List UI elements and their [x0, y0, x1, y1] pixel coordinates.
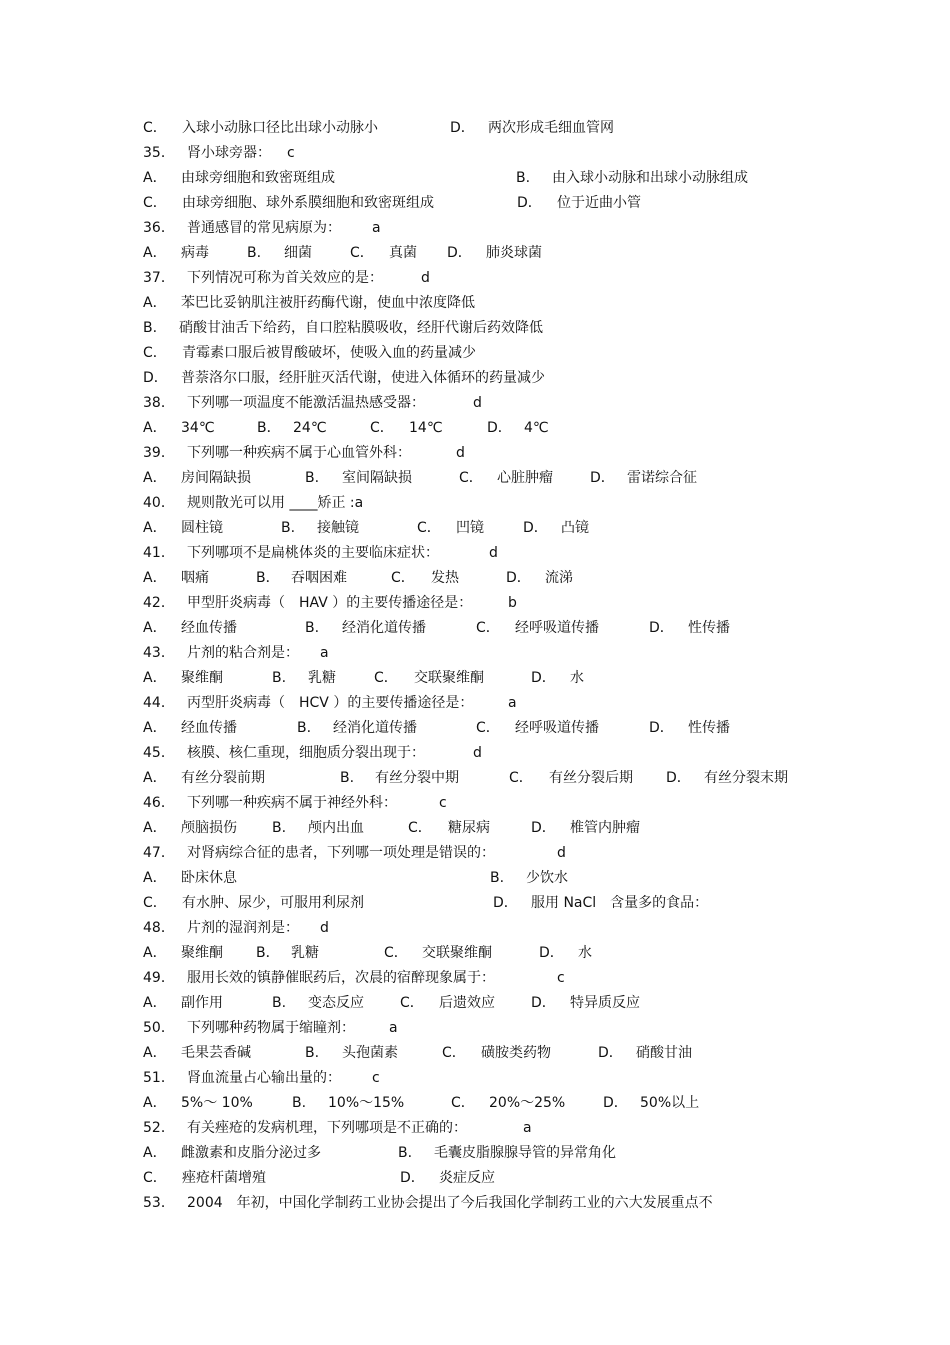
text-segment: c — [439, 795, 447, 811]
text-segment: B. — [272, 670, 287, 686]
text-segment: C． — [459, 470, 483, 486]
text-line — [0, 441, 950, 465]
text-segment: 凸镜 — [561, 520, 589, 536]
text-segment: 44． — [143, 695, 175, 711]
text-segment: 变态反应 — [308, 995, 364, 1011]
text-segment: 下列哪一种疾病不属于心血管外科： — [187, 445, 411, 461]
text-segment: D． — [603, 1095, 628, 1111]
text-segment: a — [508, 695, 517, 711]
text-segment: 痤疮杆菌增殖 — [182, 1170, 266, 1186]
text-segment: D． — [531, 820, 556, 836]
text-line — [0, 1166, 950, 1190]
text-segment: d — [421, 270, 430, 286]
text-segment: A． — [143, 570, 167, 586]
text-line — [0, 941, 950, 965]
text-segment: 肺炎球菌 — [486, 245, 542, 261]
text-segment: D． — [447, 245, 472, 261]
text-line — [0, 191, 950, 215]
text-segment: 苯巴比妥钠肌注被肝药酶代谢，使血中浓度降低 — [181, 295, 475, 311]
text-segment: C． — [408, 820, 432, 836]
text-segment: d — [473, 745, 482, 761]
text-segment: d — [456, 445, 465, 461]
text-line — [0, 616, 950, 640]
text-segment: B. — [247, 245, 262, 261]
text-segment: 有丝分裂后期 — [549, 770, 633, 786]
text-segment: 聚维酮 — [181, 670, 223, 686]
text-segment: 10%～15% — [328, 1095, 405, 1111]
text-segment: c — [287, 145, 295, 161]
text-line — [0, 141, 950, 165]
text-segment: 硝酸甘油舌下给药，自口腔粘膜吸收，经肝代谢后药效降低 — [179, 320, 543, 336]
text-segment: 凹镜 — [456, 520, 484, 536]
text-segment: 乳糖 — [291, 945, 319, 961]
text-segment: d — [473, 395, 482, 411]
text-segment: 颅脑损伤 — [181, 820, 237, 836]
text-segment: 硝酸甘油 — [636, 1045, 692, 1061]
text-segment: D． — [493, 895, 518, 911]
text-segment: 位于近曲小管 — [557, 195, 641, 211]
text-segment: a — [389, 1020, 398, 1036]
text-line — [0, 316, 950, 340]
text-segment: 42． — [143, 595, 175, 611]
text-segment: B． — [257, 420, 281, 436]
text-segment: 细菌 — [284, 245, 312, 261]
text-segment: 4℃ — [524, 420, 549, 436]
text-line — [0, 816, 950, 840]
text-segment: 水 — [570, 670, 584, 686]
text-line — [0, 1016, 950, 1040]
text-line — [0, 416, 950, 440]
text-segment: b — [508, 595, 517, 611]
text-segment: C． — [143, 120, 167, 136]
text-segment: D． — [517, 195, 542, 211]
text-segment: 37． — [143, 270, 175, 286]
text-segment: D． — [590, 470, 615, 486]
text-line — [0, 266, 950, 290]
text-segment: 流涕 — [545, 570, 573, 586]
text-segment: D． — [400, 1170, 425, 1186]
text-line — [0, 541, 950, 565]
text-segment: 颅内出血 — [308, 820, 364, 836]
text-segment: C． — [374, 670, 398, 686]
text-segment: D． — [487, 420, 512, 436]
text-segment: A． — [143, 295, 167, 311]
text-segment: B. — [340, 770, 355, 786]
text-segment: 毛果芸香碱 — [181, 1045, 251, 1061]
text-segment: 经消化道传播 — [342, 620, 426, 636]
text-segment: A． — [143, 870, 167, 886]
text-segment: 肾血流量占心输出量的： — [187, 1070, 341, 1086]
text-segment: D． — [143, 370, 168, 386]
text-line — [0, 241, 950, 265]
text-segment: c — [557, 970, 565, 986]
text-segment: A． — [143, 170, 167, 186]
text-segment: 青霉素口服后被胃酸破坏，使吸入血的药量减少 — [182, 345, 476, 361]
text-line — [0, 741, 950, 765]
text-segment: 糖尿病 — [448, 820, 490, 836]
text-segment: 椎管内肿瘤 — [570, 820, 640, 836]
text-segment: 房间隔缺损 — [181, 470, 251, 486]
text-segment: 吞咽困难 — [291, 570, 347, 586]
text-segment: 下列哪项不是扁桃体炎的主要临床症状： — [187, 545, 439, 561]
text-segment: C． — [143, 195, 167, 211]
text-line — [0, 1141, 950, 1165]
text-segment: 43． — [143, 645, 175, 661]
text-segment: C． — [400, 995, 424, 1011]
text-segment: 普萘洛尔口服，经肝脏灭活代谢，使进入体循环的药量减少 — [181, 370, 545, 386]
text-segment: 雌激素和皮脂分泌过多 — [181, 1145, 321, 1161]
text-segment: 交联聚维酮 — [422, 945, 492, 961]
text-segment: 头孢菌素 — [342, 1045, 398, 1061]
text-line — [0, 216, 950, 240]
text-line — [0, 391, 950, 415]
text-segment: C． — [476, 620, 500, 636]
text-line — [0, 791, 950, 815]
text-line — [0, 366, 950, 390]
text-segment: 圆柱镜 — [181, 520, 223, 536]
text-line — [0, 691, 950, 715]
text-segment: 性传播 — [688, 720, 730, 736]
text-segment: 下列哪一种疾病不属于神经外科： — [187, 795, 397, 811]
text-segment: D． — [506, 570, 531, 586]
text-segment: C． — [350, 245, 374, 261]
text-segment: 14℃ — [409, 420, 443, 436]
text-segment: 经消化道传播 — [333, 720, 417, 736]
text-segment: A． — [143, 995, 167, 1011]
text-segment: 咽痛 — [181, 570, 209, 586]
text-segment: 38． — [143, 395, 175, 411]
text-segment: 乳糖 — [308, 670, 336, 686]
text-line — [0, 116, 950, 140]
text-line — [0, 916, 950, 940]
text-line — [0, 491, 950, 515]
text-segment: C． — [442, 1045, 466, 1061]
text-segment: 丙型肝炎病毒（ HCV ）的主要传播途径是： — [187, 695, 474, 711]
text-segment: 有丝分裂中期 — [375, 770, 459, 786]
text-segment: B. — [297, 720, 312, 736]
text-segment: A． — [143, 1145, 167, 1161]
text-segment: 发热 — [431, 570, 459, 586]
text-segment: D． — [531, 670, 556, 686]
text-segment: 由球旁细胞、球外系膜细胞和致密斑组成 — [182, 195, 434, 211]
text-segment: A． — [143, 820, 167, 836]
text-line — [0, 566, 950, 590]
text-segment: 39． — [143, 445, 175, 461]
text-segment: 室间隔缺损 — [342, 470, 412, 486]
text-segment: B． — [256, 945, 280, 961]
text-segment: 有丝分裂前期 — [181, 770, 265, 786]
text-segment: 特异质反应 — [570, 995, 640, 1011]
text-segment: 下列哪种药物属于缩瞳剂： — [187, 1020, 355, 1036]
text-segment: D． — [598, 1045, 623, 1061]
text-segment: B. — [281, 520, 296, 536]
text-line — [0, 666, 950, 690]
text-segment: 50． — [143, 1020, 175, 1036]
text-segment: 规则散光可以用 ____矫正 :a — [187, 495, 364, 511]
text-segment: B. — [398, 1145, 413, 1161]
text-segment: C． — [370, 420, 394, 436]
text-segment: 毛囊皮脂腺腺导管的异常角化 — [434, 1145, 616, 1161]
text-segment: D． — [666, 770, 691, 786]
text-segment: d — [557, 845, 566, 861]
text-segment: 36． — [143, 220, 175, 236]
text-segment: 服用 NaCl 含量多的食品： — [531, 895, 709, 911]
text-segment: 心脏肿瘤 — [497, 470, 553, 486]
text-segment: C． — [476, 720, 500, 736]
text-segment: C． — [143, 345, 167, 361]
text-segment: 甲型肝炎病毒（ HAV ）的主要传播途径是： — [187, 595, 473, 611]
text-segment: 肾小球旁器： — [187, 145, 271, 161]
text-line — [0, 1191, 950, 1215]
text-segment: 副作用 — [181, 995, 223, 1011]
text-segment: B. — [305, 470, 320, 486]
text-segment: 52． — [143, 1120, 175, 1136]
text-line — [0, 516, 950, 540]
text-segment: 入球小动脉口径比出球小动脉小 — [182, 120, 378, 136]
text-line — [0, 966, 950, 990]
text-segment: D． — [450, 120, 475, 136]
text-segment: 2004 年初，中国化学制药工业协会提出了今后我国化学制药工业的六大发展重点不 — [187, 1195, 713, 1211]
text-segment: A． — [143, 620, 167, 636]
text-line — [0, 466, 950, 490]
text-segment: 经呼吸道传播 — [515, 620, 599, 636]
text-segment: 片剂的湿润剂是： — [187, 920, 299, 936]
text-line — [0, 1116, 950, 1140]
text-segment: 50%以上 — [640, 1095, 700, 1111]
text-segment: 普通感冒的常见病原为： — [187, 220, 341, 236]
text-line — [0, 1066, 950, 1090]
text-segment: 有丝分裂末期 — [704, 770, 788, 786]
text-segment: 45． — [143, 745, 175, 761]
text-segment: 雷诺综合征 — [627, 470, 697, 486]
text-segment: 51． — [143, 1070, 175, 1086]
text-segment: D． — [539, 945, 564, 961]
text-segment: 46． — [143, 795, 175, 811]
text-segment: 有关痤疮的发病机理，下列哪项是不正确的： — [187, 1120, 467, 1136]
text-segment: 41． — [143, 545, 175, 561]
text-segment: 经血传播 — [181, 720, 237, 736]
text-segment: 对肾病综合征的患者，下列哪一项处理是错误的： — [187, 845, 495, 861]
text-segment: a — [523, 1120, 532, 1136]
text-segment: D． — [531, 995, 556, 1011]
text-segment: B. — [305, 620, 320, 636]
text-segment: a — [320, 645, 329, 661]
text-segment: 经呼吸道传播 — [515, 720, 599, 736]
text-segment: C． — [391, 570, 415, 586]
text-segment: 由入球小动脉和出球小动脉组成 — [552, 170, 748, 186]
text-segment: A． — [143, 945, 167, 961]
text-segment: 服用长效的镇静催眠药后，次晨的宿醉现象属于： — [187, 970, 495, 986]
text-segment: B. — [490, 870, 505, 886]
text-segment: 由球旁细胞和致密斑组成 — [181, 170, 335, 186]
text-line — [0, 1041, 950, 1065]
text-segment: 炎症反应 — [439, 1170, 495, 1186]
text-line — [0, 766, 950, 790]
text-segment: 后遗效应 — [439, 995, 495, 1011]
text-segment: A． — [143, 1095, 167, 1111]
text-segment: 下列哪一项温度不能激活温热感受器： — [187, 395, 425, 411]
text-segment: C． — [143, 895, 167, 911]
text-segment: B. — [143, 320, 158, 336]
text-segment: 片剂的粘合剂是： — [187, 645, 299, 661]
text-segment: 核膜、核仁重现，细胞质分裂出现于： — [187, 745, 425, 761]
text-line — [0, 1091, 950, 1115]
text-segment: B. — [292, 1095, 307, 1111]
text-line — [0, 641, 950, 665]
text-line — [0, 716, 950, 740]
text-segment: A． — [143, 470, 167, 486]
text-segment: 水 — [578, 945, 592, 961]
text-segment: A． — [143, 720, 167, 736]
text-line — [0, 841, 950, 865]
text-segment: 两次形成毛细血管网 — [488, 120, 614, 136]
text-segment: B. — [272, 995, 287, 1011]
text-segment: 35． — [143, 145, 175, 161]
text-segment: 40． — [143, 495, 175, 511]
text-segment: 34℃ — [181, 420, 215, 436]
text-segment: d — [489, 545, 498, 561]
text-segment: 24℃ — [293, 420, 327, 436]
text-line — [0, 591, 950, 615]
text-segment: C． — [384, 945, 408, 961]
text-line — [0, 341, 950, 365]
text-segment: 卧床休息 — [181, 870, 237, 886]
text-line — [0, 991, 950, 1015]
text-segment: 47． — [143, 845, 175, 861]
text-segment: C． — [451, 1095, 475, 1111]
text-segment: 48． — [143, 920, 175, 936]
text-segment: 接触镜 — [317, 520, 359, 536]
text-segment: 真菌 — [389, 245, 417, 261]
text-segment: 20%～25% — [489, 1095, 566, 1111]
text-segment: A． — [143, 670, 167, 686]
text-segment: D． — [649, 720, 674, 736]
text-segment: C． — [509, 770, 533, 786]
text-segment: 性传播 — [688, 620, 730, 636]
text-segment: 49． — [143, 970, 175, 986]
text-segment: 下列情况可称为首关效应的是： — [187, 270, 383, 286]
text-segment: 交联聚维酮 — [414, 670, 484, 686]
text-segment: 少饮水 — [526, 870, 568, 886]
text-segment: 经血传播 — [181, 620, 237, 636]
text-segment: B． — [256, 570, 280, 586]
text-line — [0, 866, 950, 890]
text-segment: 磺胺类药物 — [481, 1045, 551, 1061]
text-segment: B. — [516, 170, 531, 186]
text-line — [0, 891, 950, 915]
text-segment: C． — [417, 520, 441, 536]
text-segment: d — [320, 920, 329, 936]
text-line — [0, 291, 950, 315]
text-segment: 聚维酮 — [181, 945, 223, 961]
text-segment: A． — [143, 520, 167, 536]
text-segment: c — [372, 1070, 380, 1086]
text-segment: 病毒 — [181, 245, 209, 261]
text-segment: A． — [143, 245, 167, 261]
text-segment: A． — [143, 1045, 167, 1061]
text-segment: a — [372, 220, 381, 236]
text-line — [0, 166, 950, 190]
text-segment: C． — [143, 1170, 167, 1186]
text-segment: B. — [272, 820, 287, 836]
text-segment: A． — [143, 420, 167, 436]
text-segment: 5%～ 10% — [181, 1095, 253, 1111]
text-segment: 53． — [143, 1195, 175, 1211]
text-segment: 有水肿、尿少，可服用利尿剂 — [182, 895, 364, 911]
text-segment: D． — [523, 520, 548, 536]
text-segment: B. — [305, 1045, 320, 1061]
text-segment: A． — [143, 770, 167, 786]
text-segment: D． — [649, 620, 674, 636]
